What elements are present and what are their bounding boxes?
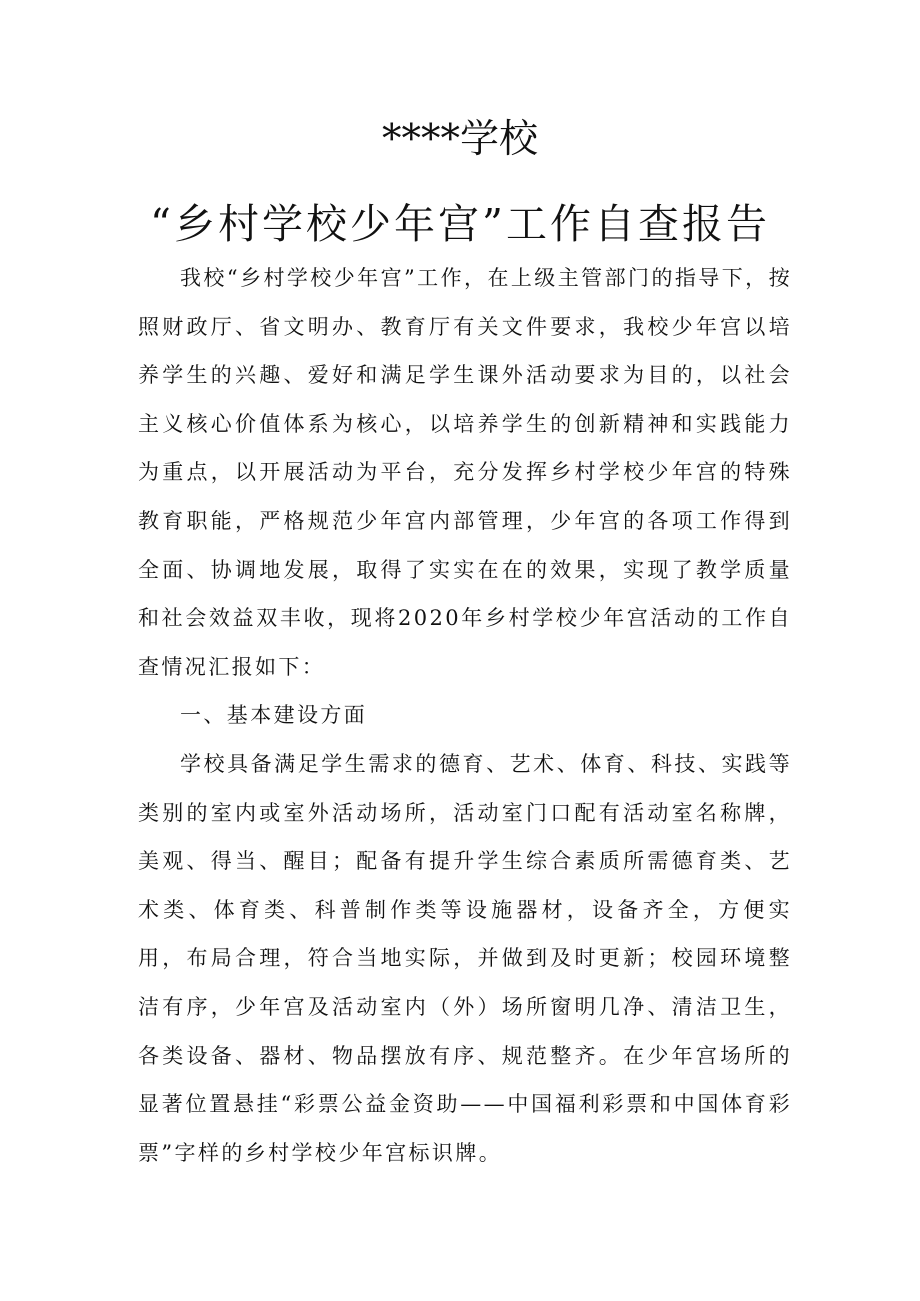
report-title: “乡村学校少年宫”工作自查报告 — [150, 200, 770, 248]
section-heading-basic-construction: 一、基本建设方面 — [180, 703, 368, 728]
basic-construction-paragraph: 学校具备满足学生需求的德育、艺术、体育、科技、实践等类别的室内或室外活动场所，活动室门口配有活动室名称牌，美观、得当、醒目；配备有提升学生综合素质所需德育类、艺术类、体育类、科普制作类等设施器材，设备齐全，方便实用，布局合理，符合当地实际，并做到及时更新；校园环境整洁有序，少年宫及活动室内（外）场所窗明几净、清洁卫生，各类设备、器材、物品摆放有序、规范整齐。在少年宫场所的显著位置悬挂“彩票公益金资助——中国福利彩票和中国体育彩票”字样的乡村学校少年宫标识牌。 — [138, 751, 792, 1165]
intro-paragraph: 我校“乡村学校少年宫”工作，在上级主管部门的指导下，按照财政厅、省文明办、教育厅有关文件要求，我校少年宫以培养学生的兴趣、爱好和满足学生课外活动要求为目的，以社会主义核心价值体系为核心，以培养学生的创新精神和实践能力为重点，以开展活动为平台，充分发挥乡村学校少年宫的特殊教育职能，严格规范少年宫内部管理，少年宫的各项工作得到全面、协调地发展，取得了实实在在的效果，实现了教学质量和社会效益双丰收，现将2020年乡村学校少年宫活动的工作自查情况汇报如下： — [138, 266, 792, 679]
report-body — [138, 254, 792, 1177]
school-title: ****学校 — [381, 117, 538, 162]
